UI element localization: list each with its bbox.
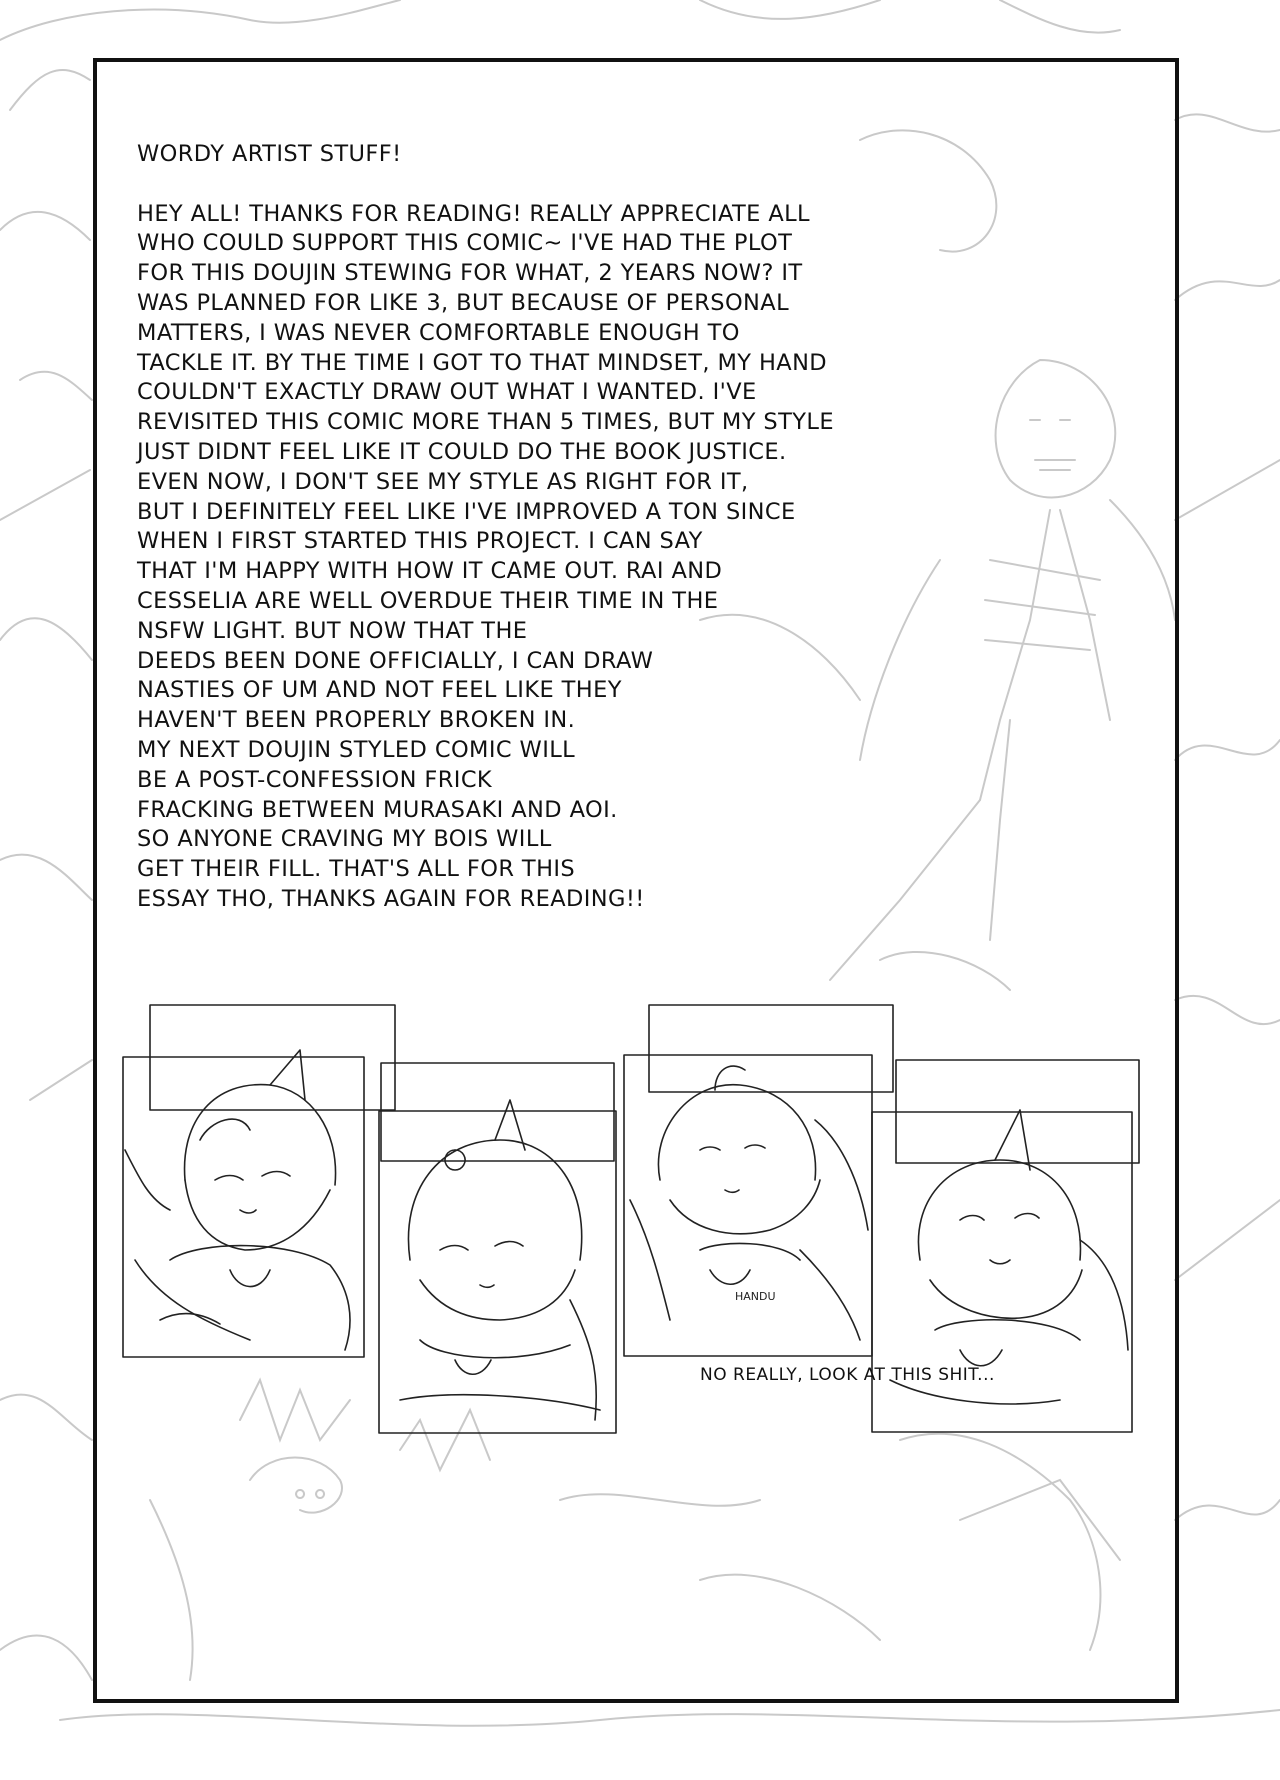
essay-line: HEY ALL! THANKS FOR READING! REALLY APPRECIATE ALL [137,200,810,227]
essay-line: CESSELIA ARE WELL OVERDUE THEIR TIME IN THE [137,587,719,614]
essay-line: MY NEXT DOUJIN STYLED COMIC WILL [137,736,576,763]
essay-line: THAT I'M HAPPY WITH HOW IT CAME OUT. RAI AND [137,558,723,585]
essay-line: GET THEIR FILL. THAT'S ALL FOR THIS [137,856,576,883]
essay-heading: WORDY ARTIST STUFF! [137,141,402,167]
artist-signature: HANDU [735,1290,776,1303]
essay-line: REVISITED THIS COMIC MORE THAN 5 TIMES, BUT MY STYLE [137,409,834,436]
essay-line: NSFW LIGHT. BUT NOW THAT THE [137,617,528,644]
essay-line: COULDN'T EXACTLY DRAW OUT WHAT I WANTED. I'VE [137,379,757,406]
essay-line: TACKLE IT. BY THE TIME I GOT TO THAT MINDSET, MY HAND [137,349,828,376]
essay-line: FRACKING BETWEEN MURASAKI AND AOI. [137,796,618,823]
essay-line: FOR THIS DOUJIN STEWING FOR WHAT, 2 YEARS NOW? IT [137,260,803,287]
essay-line: WAS PLANNED FOR LIKE 3, BUT BECAUSE OF PERSONAL [137,289,790,316]
essay-line: JUST DIDNT FEEL LIKE IT COULD DO THE BOOK JUSTICE. [137,438,787,465]
essay-line: BUT I DEFINITELY FEEL LIKE I'VE IMPROVED A TON SINCE [137,498,796,525]
essay-line: DEEDS BEEN DONE OFFICIALLY, I CAN DRAW [137,647,654,674]
essay-line: WHO COULD SUPPORT THIS COMIC~ I'VE HAD THE PLOT [137,230,793,257]
essay-line: HAVEN'T BEEN PROPERLY BROKEN IN. [137,707,576,734]
essay-line: BE A POST-CONFESSION FRICK [137,766,493,793]
essay-line: EVEN NOW, I DON'T SEE MY STYLE AS RIGHT FOR IT, [137,468,749,495]
essay-line: MATTERS, I WAS NEVER COMFORTABLE ENOUGH TO [137,319,740,346]
essay-line: WHEN I FIRST STARTED THIS PROJECT. I CAN SAY [137,528,703,555]
essay-line: ESSAY THO, THANKS AGAIN FOR READING!! [137,885,645,912]
preview-caption: NO REALLY, LOOK AT THIS SHIT... [700,1365,995,1385]
essay-line: NASTIES OF UM AND NOT FEEL LIKE THEY [137,677,622,704]
essay-block [137,140,917,915]
essay-line: SO ANYONE CRAVING MY BOIS WILL [137,826,552,853]
